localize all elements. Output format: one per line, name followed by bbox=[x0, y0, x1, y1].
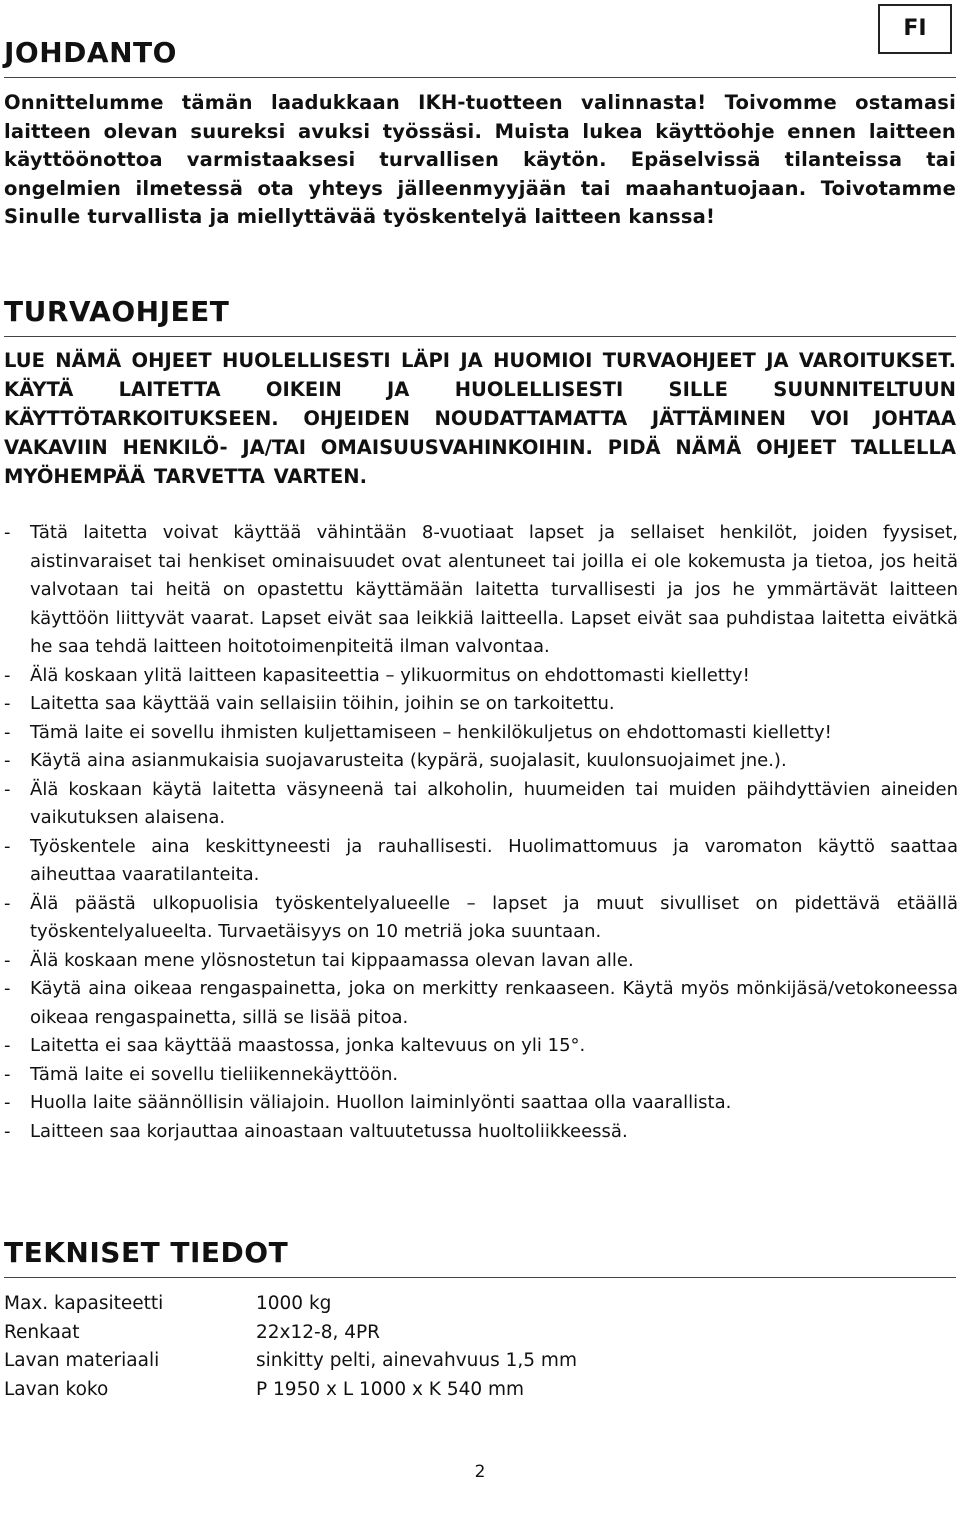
list-item-text: Käytä aina oikeaa rengaspainetta, joka on merkitty renkaaseen. Käytä myös mönkijäsä/vetokoneessa oikeaa rengaspainetta, sillä se lisää pitoa. bbox=[30, 978, 958, 1028]
bullet-dash: - bbox=[4, 1120, 11, 1142]
list-item bbox=[4, 662, 958, 691]
intro-heading: JOHDANTO bbox=[4, 36, 177, 69]
specs-heading: TEKNISET TIEDOT bbox=[4, 1236, 289, 1269]
list-item bbox=[4, 1061, 958, 1090]
intro-text: Onnittelumme tämän laadukkaan IKH-tuotteen valinnasta! Toivomme ostamasi laitteen olevan suureksi avuksi työssäsi. Muista lukea käyttöohje ennen laitteen käyttöönottoa varmistaaksesi turvallisen käytön. Epäselvissä tilanteissa tai ongelmien ilmetessä ota yhteys jälleenmyyjään tai maahantuojaan. Toivotamme Sinulle turvallista ja miellyttävää työskentelyä laitteen kanssa! bbox=[4, 91, 956, 228]
bullet-dash: - bbox=[4, 1063, 11, 1085]
specs-table bbox=[4, 1290, 577, 1404]
spec-label: Lavan materiaali bbox=[4, 1350, 160, 1371]
list-item bbox=[4, 975, 958, 1032]
list-item bbox=[4, 690, 958, 719]
bullet-dash: - bbox=[4, 522, 11, 543]
bullet-dash: - bbox=[4, 835, 11, 857]
list-item bbox=[4, 1118, 958, 1147]
list-item bbox=[4, 890, 958, 947]
safety-divider bbox=[4, 336, 956, 337]
list-item-text: Tämä laite ei sovellu ihmisten kuljettamiseen – henkilökuljetus on ehdottomasti kielletty! bbox=[30, 721, 832, 743]
safety-warning: LUE NÄMÄ OHJEET HUOLELLISESTI LÄPI JA HUOMIOI TURVAOHJEET JA VAROITUKSET. KÄYTÄ LAITETTA OIKEIN JA HUOLELLISESTI SILLE SUUNNITELTUUN KÄYTTÖTARKOITUKSEEN. OHJEIDEN NOUDATTAMATTA JÄTTÄMINEN VOI JOHTAA VAKAVIIN HENKILÖ- JA/TAI OMAISUUSVAHINKOIHIN. PIDÄ NÄMÄ OHJEET TALLELLA MYÖHEMPÄÄ TARVETTA VARTEN. bbox=[4, 349, 956, 488]
list-item-text: Laitetta saa käyttää vain sellaisiin töihin, joihin se on tarkoitettu. bbox=[30, 693, 615, 714]
spec-value: P 1950 x L 1000 x K 540 mm bbox=[256, 1378, 525, 1400]
list-item-text: Älä koskaan mene ylösnostetun tai kippaamassa olevan lavan alle. bbox=[30, 949, 634, 971]
list-item bbox=[4, 947, 958, 976]
spec-value: sinkitty pelti, ainevahvuus 1,5 mm bbox=[256, 1350, 577, 1371]
bullet-dash: - bbox=[4, 721, 11, 743]
list-item-text: Työskentele aina keskittyneesti ja rauhallisesti. Huolimattomuus ja varomaton käyttö saattaa aiheuttaa vaaratilanteita. bbox=[30, 835, 958, 885]
list-item bbox=[4, 1089, 958, 1118]
table-row bbox=[4, 1347, 577, 1376]
specs-divider bbox=[4, 1277, 956, 1278]
table-row bbox=[4, 1376, 577, 1405]
bullet-dash: - bbox=[4, 1035, 11, 1056]
bullet-dash: - bbox=[4, 978, 11, 999]
table-row bbox=[4, 1319, 577, 1348]
bullet-dash: - bbox=[4, 1092, 11, 1113]
spec-value: 1000 kg bbox=[256, 1293, 332, 1314]
page-number: 2 bbox=[474, 1462, 486, 1482]
intro-divider bbox=[4, 77, 956, 78]
list-item bbox=[4, 519, 958, 662]
list-item-text: Älä koskaan ylitä laitteen kapasiteettia – ylikuormitus on ehdottomasti kielletty! bbox=[30, 664, 750, 686]
spec-label: Renkaat bbox=[4, 1321, 80, 1343]
list-item-text: Laitteen saa korjauttaa ainoastaan valtuutetussa huoltoliikkeessä. bbox=[30, 1120, 628, 1142]
spec-label: Lavan koko bbox=[4, 1378, 109, 1400]
safety-heading: TURVAOHJEET bbox=[4, 295, 230, 328]
bullet-dash: - bbox=[4, 750, 11, 771]
list-item-text: Tämä laite ei sovellu tieliikennekäyttöön. bbox=[30, 1063, 399, 1085]
list-item-text: Huolla laite säännöllisin väliajoin. Huollon laiminlyönti saattaa olla vaarallista. bbox=[30, 1092, 732, 1113]
bullet-dash: - bbox=[4, 778, 11, 800]
list-item-text: Käytä aina asianmukaisia suojavarusteita (kypärä, suojalasit, kuulonsuojaimet jne.). bbox=[30, 750, 787, 771]
language-badge: FI bbox=[878, 4, 952, 54]
list-item bbox=[4, 776, 958, 833]
list-item bbox=[4, 747, 958, 776]
spec-label: Max. kapasiteetti bbox=[4, 1293, 164, 1314]
list-item-text: Älä koskaan käytä laitetta väsyneenä tai alkoholin, huumeiden tai muiden päihdyttävien aineiden vaikutuksen alaisena. bbox=[30, 778, 958, 828]
list-item bbox=[4, 833, 958, 890]
list-item bbox=[4, 719, 958, 748]
bullet-dash: - bbox=[4, 892, 11, 914]
bullet-dash: - bbox=[4, 949, 11, 971]
bullet-dash: - bbox=[4, 664, 11, 686]
list-item-text: Laitetta ei saa käyttää maastossa, jonka kaltevuus on yli 15°. bbox=[30, 1035, 586, 1056]
bullet-dash: - bbox=[4, 693, 11, 714]
safety-instructions-list bbox=[4, 519, 958, 1146]
table-row bbox=[4, 1290, 577, 1319]
spec-value: 22x12-8, 4PR bbox=[256, 1321, 381, 1343]
list-item bbox=[4, 1032, 958, 1061]
list-item-text: Tätä laitetta voivat käyttää vähintään 8-vuotiaat lapset ja sellaiset henkilöt, joiden fyysiset, aistinvaraiset tai henkiset ominaisuudet ovat alentuneet tai joilla ei ole kokemusta ja tietoa, jos heitä valvotaan tai heitä on opastettu käyttämään laitetta turvallisesti ja jos he ymmärtävät laitteen käyttöön liittyvät vaarat. Lapset eivät saa leikkiä laitteella. Lapset eivät saa puhdistaa laitetta eivätkä he saa tehdä laitteen hoitotoimenpiteitä ilman valvontaa. bbox=[30, 522, 958, 657]
list-item-text: Älä päästä ulkopuolisia työskentelyalueelle – lapset ja muut sivulliset on pidettävä etäällä työskentelyalueelta. Turvaetäisyys on 10 metriä joka suuntaan. bbox=[30, 892, 958, 942]
